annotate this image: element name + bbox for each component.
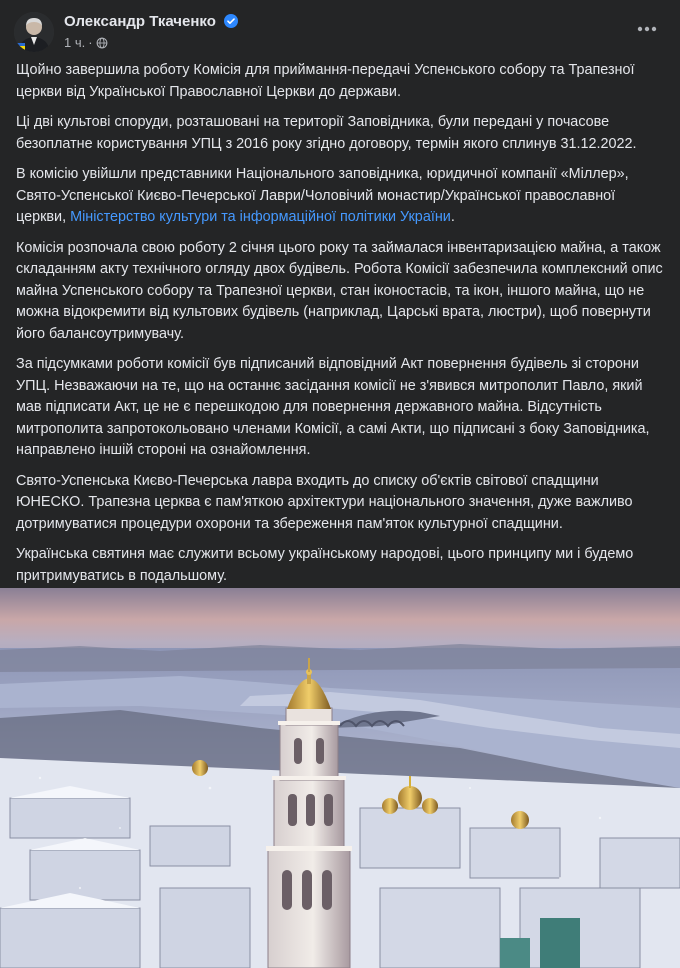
post-photo[interactable]	[0, 588, 680, 968]
post-paragraph-4: Комісія розпочала свою роботу 2 січня цього року та займалася інвентаризацією майна, а також складанням акту технічного огляду двох будівель. Робота Комісії забезпечила комплексний опис майна Успенського собору та Трапезної церкви, стан іконостасів, та ікон, іншого майна, що не можна відокремити від культових будівель (наприклад, Царські врата, люстри), щоб повернути його балансоутримувачу.	[16, 239, 663, 342]
meta-separator: ·	[88, 35, 93, 50]
post-paragraph-3	[16, 164, 666, 229]
post-header	[0, 0, 680, 60]
post-paragraph-7: Українська святиня має служити всьому українському народові, цього принципу ми і будемо притримуватись в подальшому.	[16, 546, 634, 584]
ministry-link[interactable]: Міністерство культури та інформаційної політики України	[70, 209, 451, 225]
more-horizontal-icon	[637, 26, 657, 32]
verified-badge-icon	[224, 14, 238, 28]
post-text	[16, 60, 666, 627]
paragraph-3-text: В комісію увійшли представники Національного заповідника, юридичної компанії «Міллер», Свято-Успенської Києво-Печерської Лаври/Чоловічий монастир/Української православної церкви,	[16, 166, 629, 225]
author-avatar[interactable]	[14, 12, 54, 52]
post-paragraph-6: Свято-Успенська Києво-Печерська лавра входить до списку об'єктів світової спадщини ЮНЕСКО. Трапезна церква є пам'яткою архітектури національного значення, дуже важливо дотримуватися процедури охорони та збереження пам'яток культурної спадщини.	[16, 472, 633, 532]
post-meta	[64, 35, 108, 50]
post-paragraph-1: Щойно завершила роботу Комісія для приймання-передачі Успенського собору та Трапезної церкви від Української Православної Церкви до держави.	[16, 62, 635, 100]
author-name-text[interactable]: Олександр Ткаченко	[64, 13, 216, 30]
post-paragraph-2: Ці дві культові споруди, розташовані на території Заповідника, були передані у почасове безоплатне користування УПЦ з 2016 року згідно договору, термін якого сплинув 31.12.2022.	[16, 114, 637, 152]
more-options-button[interactable]	[632, 14, 662, 44]
globe-icon[interactable]	[96, 37, 108, 49]
post-paragraph-5: За підсумками роботи комісії був підписаний відповідний Акт повернення будівель зі сторони УПЦ. Незважаючи на те, що на останнє засідання комісії не з'явився митрополит Павло, який мав підписати Акт, це не є перешкодою для повернення державного майна. Відсутність митрополита запротокольовано членами Комісії, а самі Акти, що підписані з боку Заповідника, направлено іншій стороні на ознайомлення.	[16, 356, 650, 458]
paragraph-3-end: .	[450, 209, 455, 225]
lavra-aerial-photo	[0, 588, 680, 968]
author-name[interactable]	[64, 13, 238, 30]
post-timestamp[interactable]: 1 ч.	[64, 35, 86, 50]
